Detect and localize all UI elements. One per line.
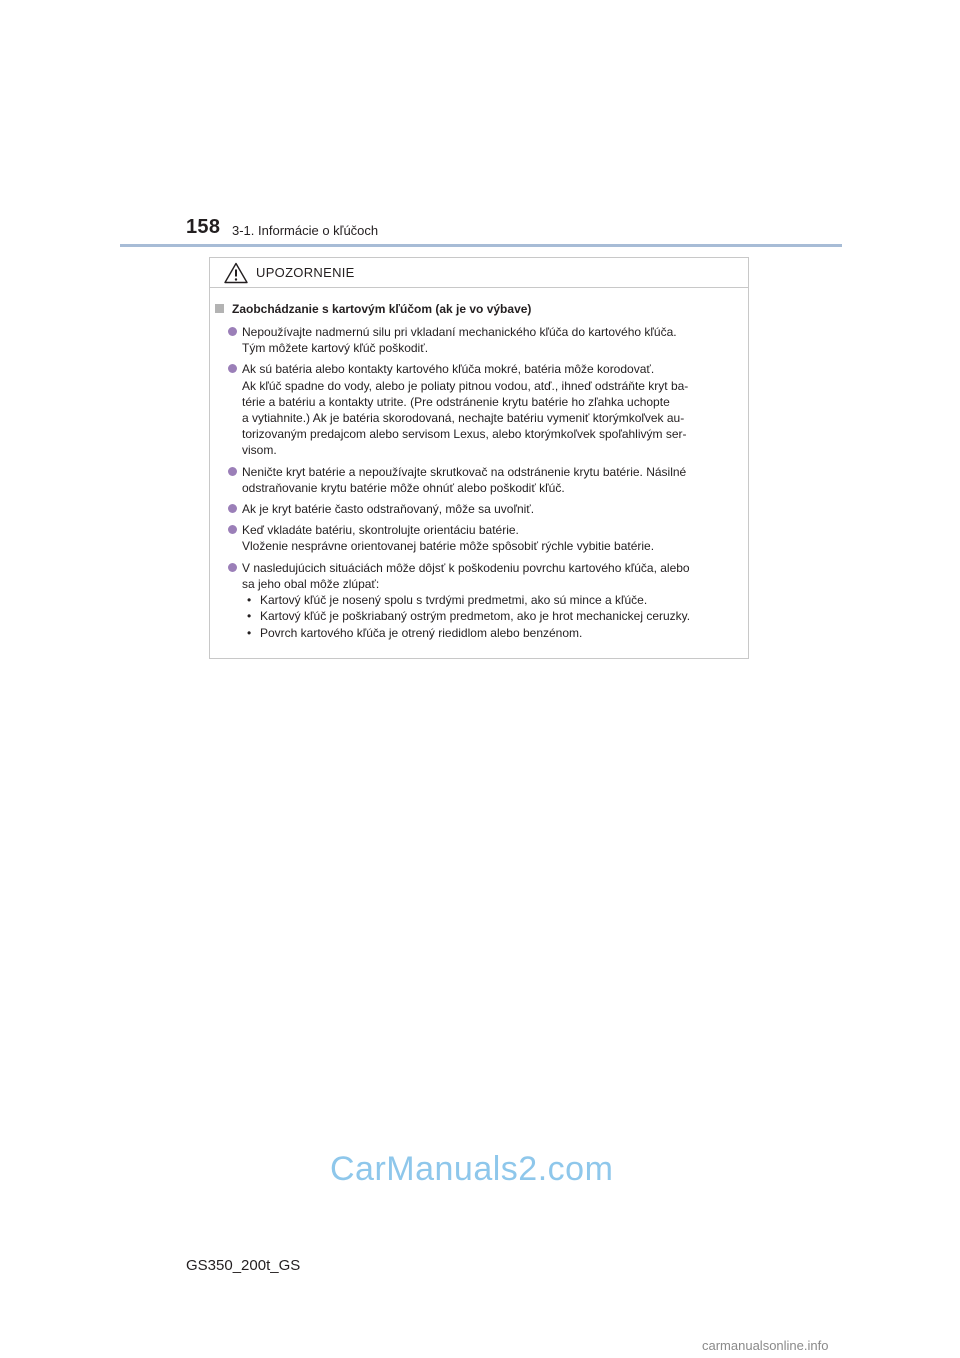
circle-bullet-icon — [228, 364, 237, 373]
warning-item-6 — [210, 560, 748, 642]
dot-bullet-icon: • — [247, 593, 252, 608]
item-line: visom. — [242, 443, 277, 458]
circle-bullet-icon — [228, 525, 237, 534]
item-line: sa jeho obal môže zlúpať: — [242, 576, 380, 591]
warning-item-3 — [210, 464, 748, 496]
item-line: Keď vkladáte batériu, skontrolujte orientáciu batérie. — [242, 523, 519, 538]
circle-bullet-icon — [228, 504, 237, 513]
warning-heading-text: Zaobchádzanie s kartovým kľúčom (ak je vo výbave) — [232, 302, 532, 316]
header-rule — [120, 244, 842, 247]
item-line: Ak je kryt batérie často odstraňovaný, môže sa uvoľniť. — [242, 502, 535, 517]
item-line: Ak kľúč spadne do vody, alebo je poliaty pitnou vodou, atď., ihneď odstráňte kryt ba- — [242, 378, 689, 393]
warning-box — [209, 257, 749, 659]
watermark-carmanuals: CarManuals2.com — [330, 1150, 614, 1188]
warning-item-1 — [210, 324, 748, 356]
item-line: odstraňovanie krytu batérie môže ohnúť alebo poškodiť kľúč. — [242, 480, 565, 495]
circle-bullet-icon — [228, 563, 237, 572]
square-bullet-icon — [215, 304, 224, 313]
item-line: torizovaným predajcom alebo servisom Lexus, alebo ktorýmkoľvek spoľahlivým ser- — [242, 427, 687, 442]
watermark-bottom: carmanualsonline.info — [702, 1338, 829, 1353]
warning-item-4 — [210, 501, 748, 517]
footer-model-code: GS350_200t_GS — [186, 1257, 301, 1274]
warning-header — [210, 258, 748, 288]
item-line: Tým môžete kartový kľúč poškodiť. — [242, 341, 429, 356]
section-title: 3-1. Informácie o kľúčoch — [232, 223, 379, 238]
warning-item-2 — [210, 361, 748, 458]
item-line: Neničte kryt batérie a nepoužívajte skrutkovač na odstránenie krytu batérie. Násilné — [242, 464, 687, 479]
warning-heading — [214, 301, 748, 317]
sub-item — [245, 625, 743, 641]
sub-item — [245, 608, 743, 624]
sub-item-text: Povrch kartového kľúča je otrený riedidlom alebo benzénom. — [260, 625, 583, 640]
circle-bullet-icon — [228, 327, 237, 336]
sub-item-text: Kartový kľúč je poškriabaný ostrým predmetom, ako je hrot mechanickej ceruzky. — [260, 609, 691, 624]
sub-item — [245, 592, 743, 608]
dot-bullet-icon: • — [247, 609, 252, 624]
warning-body — [210, 301, 748, 646]
warning-triangle-icon — [224, 262, 248, 284]
sub-item-text: Kartový kľúč je nosený spolu s tvrdými predmetmi, ako sú mince a kľúče. — [260, 593, 648, 608]
item-line: a vytiahnite.) Ak je batéria skorodovaná, nechajte batériu vymeniť ktorýmkoľvek au- — [242, 411, 685, 426]
item-line: Vloženie nesprávne orientovanej batérie môže spôsobiť rýchle vybitie batérie. — [242, 539, 655, 554]
item-line: V nasledujúcich situáciách môže dôjsť k poškodeniu povrchu kartového kľúča, alebo — [242, 560, 690, 575]
warning-title: UPOZORNENIE — [256, 265, 355, 280]
warning-item-5 — [210, 522, 748, 554]
dot-bullet-icon: • — [247, 625, 252, 640]
page-number: 158 — [186, 216, 221, 238]
item-line: Ak sú batéria alebo kontakty kartového kľúča mokré, batéria môže korodovať. — [242, 362, 655, 377]
circle-bullet-icon — [228, 467, 237, 476]
item-line: Nepoužívajte nadmernú silu pri vkladaní mechanického kľúča do kartového kľúča. — [242, 325, 677, 339]
item-line: térie a batériu a kontakty utrite. (Pre odstránenie krytu batérie ho zľahka uchopte — [242, 394, 670, 409]
